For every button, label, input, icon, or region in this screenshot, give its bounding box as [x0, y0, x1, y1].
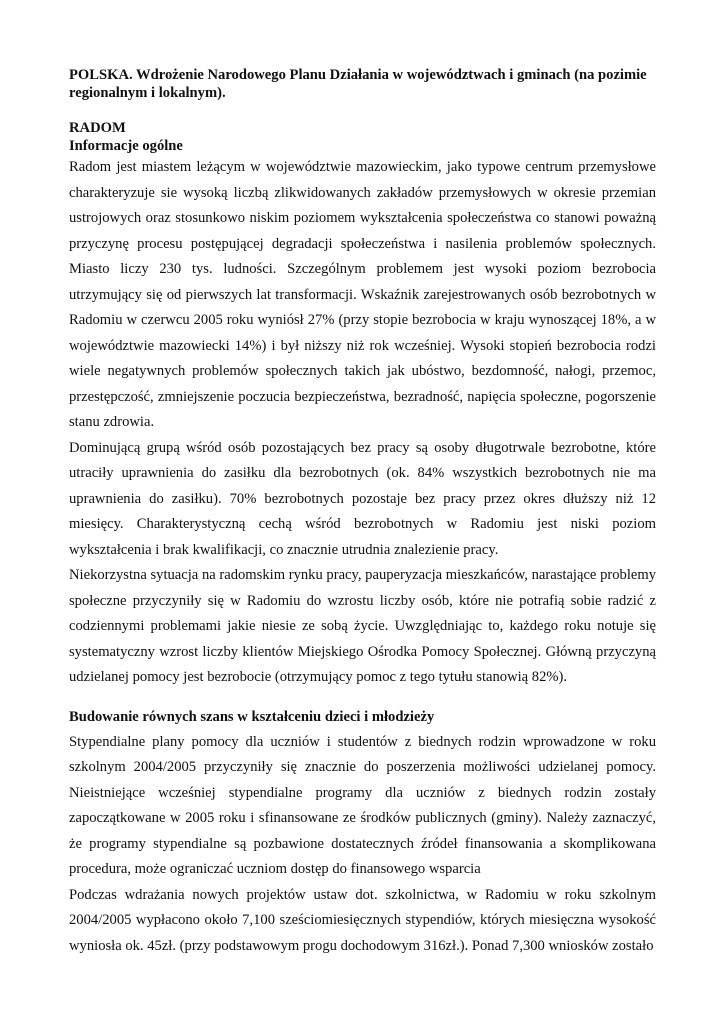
- paragraph: Stypendialne plany pomocy dla uczniów i studentów z biednych rodzin wprowadzone w roku szkolnym 2004/2005 przyczyniły się znacznie do poszerzenia możliwości udzielanej pomocy. Nieistniejące wcześniej stypendialne programy dla uczniów z biednych rodzin zostały zapoczątkowane w 2005 roku i sfinansowane ze środków publicznych (gminy). Należy zaznaczyć, że programy stypendialne są pozbawione dostatecznych źródeł finansowania a skomplikowana procedura, może ograniczać uczniom dostęp do finansowego wsparcia: [69, 733, 656, 877]
- section-subheading: Informacje ogólne: [69, 138, 183, 154]
- paragraph: Niekorzystna sytuacja na radomskim rynku pracy, pauperyzacja mieszkańców, narastające problemy społeczne przyczyniły się w Radomiu do wzrostu liczby osób, które nie potrafią sobie radzić z codziennymi problemami jakie niesie ze sobą życie. Uwzględniając to, każdego roku notuje się systematyczny wzrost liczby klientów Miejskiego Ośrodka Pomocy Społecznej. Główną przyczyną udzielanej pomocy jest bezrobocie (otrzymujący pomoc z tego tytułu stanowią 82%).: [69, 567, 656, 685]
- paragraph: Podczas wdrażania nowych projektów ustaw dot. szkolnictwa, w Radomiu w roku szkolnym 2004/2005 wypłacono około 7,100 sześciomiesięcznych stypendiów, których miesięczna wysokość wyniosła ok. 45zł. (przy podstawowym progu dochodowym 316zł.). Ponad 7,300 wniosków zostało: [69, 886, 656, 954]
- section2-title: Budowanie równych szans w kształceniu dzieci i młodzieży: [69, 708, 435, 725]
- paragraph: Radom jest miastem leżącym w województwie mazowieckim, jako typowe centrum przemysłowe charakteryzuje sie wysoką liczbą zlikwidowanych zakładów przemysłowych w okresie przemian ustrojowych oraz stosunkowo niskim poziomem wykształcenia społeczeństwa co stanowi poważną przyczynę procesu postępującej degradacji społeczeństwa i nasilenia problemów społecznych. Miasto liczy 230 tys. ludności. Szczególnym problemem jest wysoki poziom bezrobocia utrzymujący się od pierwszych lat transformacji. Wskaźnik zarejestrowanych osób bezrobotnych w Radomiu w czerwcu 2005 roku wyniósł 27% (przy stopie bezrobocia w kraju wynoszącej 18%, a w województwie mazowiecki 14%) i był niższy niż rok wcześniej. Wysoki stopień bezrobocia rodzi wiele negatywnych problemów społecznych takich jak ubóstwo, bezdomność, nałogi, przemoc, przestępczość, zmniejszenie poczucia bezpieczeństwa, bezradność, napięcia społeczne, pogorszenie stanu zdrowia.: [69, 159, 656, 430]
- document-page: [69, 66, 656, 959]
- paragraph: Dominującą grupą wśród osób pozostających bez pracy są osoby długotrwale bezrobotne, które utraciły uprawnienia do zasiłku dla bezrobotnych (ok. 84% wszystkich bezrobotnych nie ma uprawnienia do zasiłku). 70% bezrobotnych pozostaje bez pracy przez okres dłuższy niż 12 miesięcy. Charakterystyczną cechą wśród bezrobotnych w Radomiu jest niski poziom wykształcenia i brak kwalifikacji, co znacznie utrudnia znalezienie pracy.: [69, 439, 656, 558]
- section-spacer: [69, 691, 656, 708]
- city-heading: RADOM: [69, 120, 126, 136]
- document-title: POLSKA. Wdrożenie Narodowego Planu Działania w województwach i gminach (na pozimie regionalnym i lokalnym).: [69, 67, 647, 101]
